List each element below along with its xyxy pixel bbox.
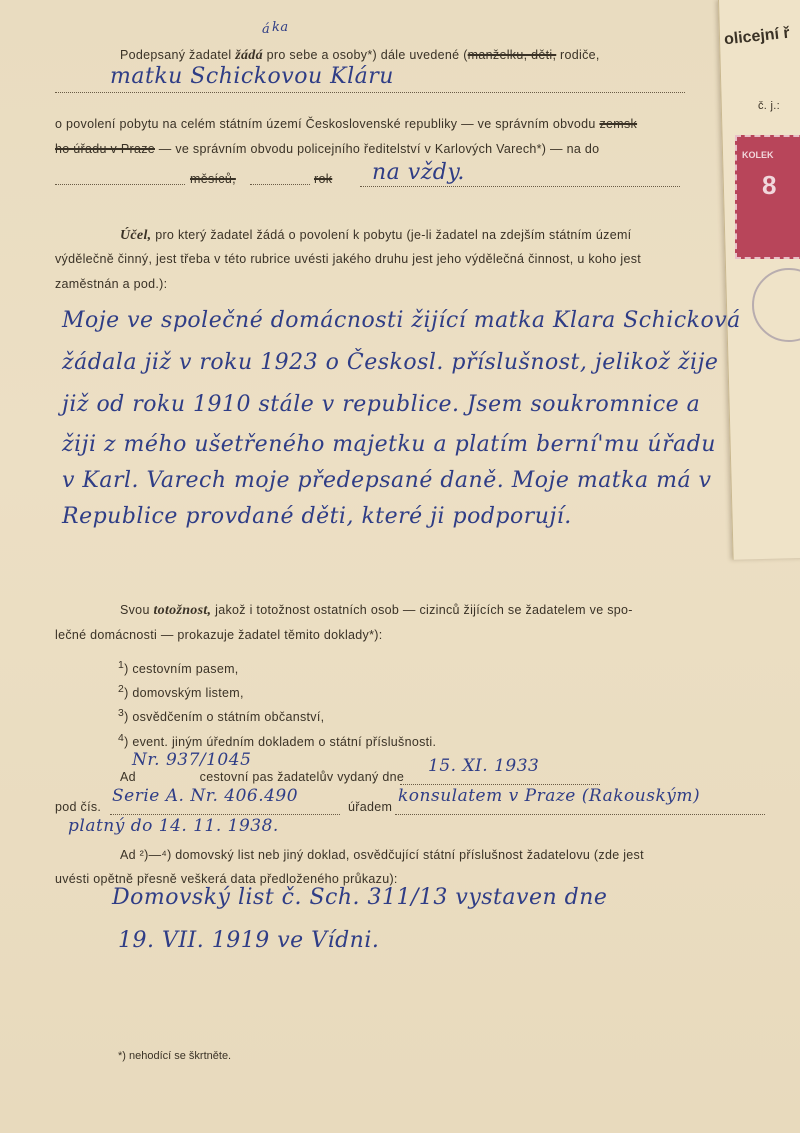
- passport-handwritten-prefix: Nr. 937/1045: [132, 750, 252, 770]
- label-office: úřadem: [348, 800, 393, 814]
- struck-text: manželku, děti,: [467, 48, 557, 62]
- struck-months: měsíců,: [190, 172, 236, 186]
- text: o povolení pobytu na celém státním území Československé republiky — ve správním obvodu: [55, 117, 596, 131]
- text-line: zaměstnán a pod.):: [55, 277, 168, 291]
- text: Ad: [120, 770, 136, 784]
- doc-number: 1: [118, 660, 125, 671]
- doc-number: 3: [118, 708, 125, 719]
- dotted-line: [250, 184, 310, 186]
- handwritten-correction: ka: [272, 20, 289, 35]
- footnote: *) nehodící se škrtněte.: [118, 1050, 232, 1062]
- label-number: pod čís.: [55, 800, 102, 814]
- doc-label: domovským listem,: [132, 686, 244, 701]
- passport-line: [120, 770, 404, 784]
- doc-item-3: $^3$) osvědčením o státním občanství,: [118, 708, 325, 725]
- purpose-line-1: Moje ve společné domácnosti žijící matka Klara Schicková: [62, 308, 741, 333]
- passport-number: Serie A. Nr. 406.490: [112, 786, 299, 806]
- passport-issue-date: 15. XI. 1933: [428, 756, 540, 776]
- handwritten-correction: á: [262, 22, 271, 37]
- stay-duration: na vždy.: [372, 160, 465, 185]
- dotted-line: [55, 184, 185, 186]
- dotted-line: [395, 814, 765, 816]
- text-line: lečné domácnosti — prokazuje žadatel těmito doklady*):: [55, 628, 383, 642]
- doc-item-1: $^1$) cestovním pasem,: [118, 660, 239, 677]
- text: Ad: [120, 848, 136, 862]
- text-bold: Účel,: [120, 228, 152, 243]
- doc-item-4: $^4$) event. jiným úředním dokladem o státní příslušnosti.: [118, 733, 437, 750]
- text: cestovní pas žadatelův vydaný dne: [199, 770, 405, 784]
- text: pro sebe a osoby*) dále uvedené (: [266, 48, 468, 62]
- attached-paper-title: olicejní ř: [723, 24, 791, 49]
- domicile-line-1: Domovský list č. Sch. 311/13 vystaven dne: [112, 885, 608, 910]
- revenue-stamp-value: 8: [762, 170, 777, 200]
- doc-number: 2: [118, 684, 125, 695]
- doc-label: event. jiným úředním dokladem o státní příslušnosti.: [132, 735, 437, 750]
- revenue-stamp-word: KOLEK: [742, 150, 774, 160]
- text-bold: žádá: [235, 48, 263, 63]
- text-bold: totožnost,: [153, 603, 212, 618]
- identity-line: [120, 603, 633, 619]
- applicant-persons: matku Schickovou Kláru: [110, 64, 394, 89]
- text: Podepsaný žadatel: [120, 48, 232, 62]
- passport-validity: platný do 14. 11. 1938.: [68, 816, 279, 836]
- text-line: výdělečně činný, jest třeba v této rubrice uvésti jakého druhu jest jeho výdělečná činnost, u koho jest: [55, 252, 642, 266]
- doc-label: cestovním pasem,: [132, 662, 239, 677]
- struck-text: zemsk: [599, 117, 638, 131]
- text-line: uvésti opětně přesně veškerá data předloženého průkazu):: [55, 872, 398, 886]
- struck-text: ho úřadu v Praze: [55, 142, 155, 156]
- doc-number: 4: [118, 733, 125, 744]
- text-line: [55, 142, 599, 156]
- purpose-line-5: v Karl. Varech moje předepsané daně. Moje matka má v: [62, 468, 712, 493]
- dotted-line: [360, 186, 680, 188]
- purpose-line-3: již od roku 1910 stále v republice. Jsem soukromnice a: [62, 392, 701, 417]
- text-line: [55, 117, 637, 131]
- text: pro který žadatel žádá o povolení k pobytu (je-li žadatel na zdejším státním území: [155, 228, 632, 242]
- text: jakož i totožnost ostatních osob — cizinců žijících se žadatelem ve spo-: [215, 603, 633, 617]
- domicile-line-2: 19. VII. 1919 ve Vídni.: [118, 928, 380, 953]
- dotted-line: [55, 92, 685, 94]
- label-applicant: [120, 48, 600, 64]
- attached-reference: č. j.:: [758, 100, 780, 112]
- purpose-line-6: Republice provdané děti, které ji podporují.: [62, 504, 572, 529]
- text: ²)—⁴) domovský list neb jiný doklad, osvědčující státní příslušnost žadatelovu (zde jest: [139, 848, 644, 862]
- purpose-label-line: [120, 228, 631, 244]
- text: rodiče,: [560, 48, 600, 62]
- passport-issuer: konsulatem v Praze (Rakouským): [398, 786, 701, 806]
- purpose-line-4: žiji z mého ušetřeného majetku a platím berní'mu úřadu: [62, 432, 716, 457]
- text: — ve správním obvodu policejního ředitelství v Karlových Varech*) — na do: [158, 142, 600, 156]
- struck-year: rok: [314, 172, 333, 186]
- doc-label: osvědčením o státním občanství,: [132, 710, 325, 725]
- doc-item-2: $^2$) domovským listem,: [118, 684, 244, 701]
- text: Svou: [120, 603, 150, 617]
- domicile-line: [120, 848, 644, 862]
- purpose-line-2: žádala již v roku 1923 o Českosl. příslušnost, jelikož žije: [62, 350, 719, 375]
